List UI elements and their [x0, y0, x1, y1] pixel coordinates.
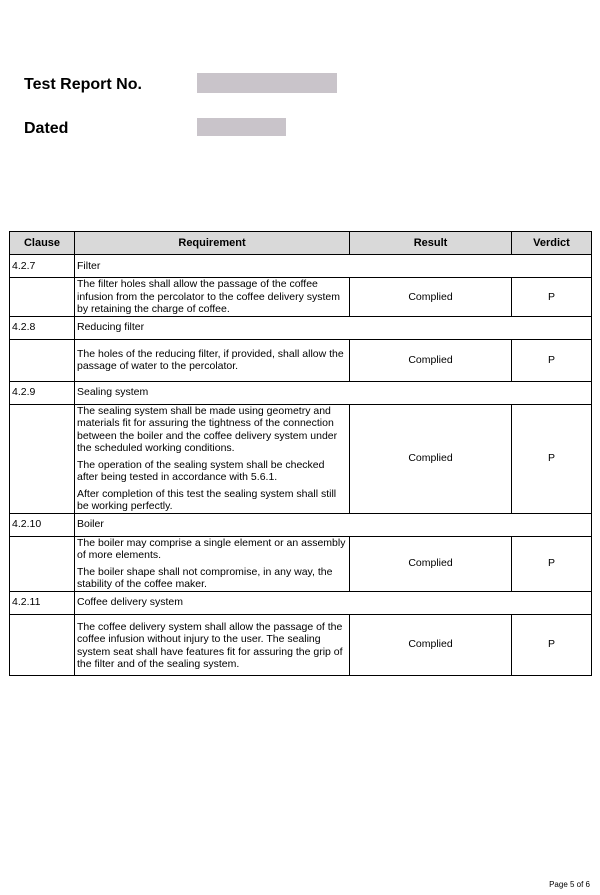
table-row [10, 404, 592, 513]
report-number-label: Test Report No. [24, 76, 142, 93]
verdict-cell: P [512, 278, 592, 317]
table-row [10, 339, 592, 381]
requirement-cell [75, 536, 350, 591]
table-row [10, 536, 592, 591]
column-header-requirement: Requirement [75, 232, 350, 255]
requirement-text: The boiler shape shall not compromise, in any way, the stability of the coffee maker. [77, 565, 333, 590]
clause-cell: 4.2.10 [10, 513, 75, 536]
clause-cell: 4.2.9 [10, 381, 75, 404]
verdict-cell: P [512, 339, 592, 381]
clause-cell-empty [10, 404, 75, 513]
page-number: Page 5 of 6 [549, 880, 590, 889]
column-header-clause: Clause [10, 232, 75, 255]
verdict-cell: P [512, 614, 592, 675]
requirement-text: The sealing system shall be made using geometry and materials fit for assuring the tightness of the connection between the boiler and the coffee delivery system under the scheduled working conditions. [77, 404, 338, 454]
table-row [10, 278, 592, 317]
column-header-verdict: Verdict [512, 232, 592, 255]
requirement-cell [75, 404, 350, 513]
requirement-text: The coffee delivery system shall allow the passage of the coffee infusion without injury to the user. The sealing system seat shall have features fit for assuring the grip of the filter and of the sealing system. [77, 620, 343, 670]
dated-label: Dated [24, 120, 69, 137]
requirement-cell [75, 339, 350, 381]
section-row-4-2-10 [10, 513, 592, 536]
section-title-cell: Sealing system [75, 381, 592, 404]
result-cell: Complied [350, 614, 512, 675]
section-row-4-2-11 [10, 591, 592, 614]
clause-cell: 4.2.11 [10, 591, 75, 614]
requirement-cell [75, 614, 350, 675]
result-cell: Complied [350, 404, 512, 513]
section-row-4-2-9 [10, 381, 592, 404]
clause-cell-empty [10, 614, 75, 675]
section-title-cell: Reducing filter [75, 316, 592, 339]
clause-cell-empty [10, 536, 75, 591]
date-redaction [197, 118, 286, 136]
table-header-row [10, 232, 592, 255]
section-row-4-2-8 [10, 316, 592, 339]
section-row-4-2-7 [10, 255, 592, 278]
clause-cell: 4.2.7 [10, 255, 75, 278]
table-row [10, 614, 592, 675]
verdict-cell: P [512, 404, 592, 513]
requirement-text: The boiler may comprise a single element or an assembly of more elements. [77, 536, 346, 561]
requirement-text: The operation of the sealing system shall be checked after being tested in accordance with 5.6.1. [77, 458, 325, 483]
verdict-cell: P [512, 536, 592, 591]
requirement-text: After completion of this test the sealing system shall still be working perfectly. [77, 487, 337, 512]
requirement-cell [75, 278, 350, 317]
requirement-text: The filter holes shall allow the passage of the coffee infusion from the percolator to the coffee delivery system by retaining the charge of coffee. [77, 278, 341, 315]
result-cell: Complied [350, 536, 512, 591]
section-title-cell: Filter [75, 255, 592, 278]
requirements-table [9, 231, 592, 676]
requirement-text: The holes of the reducing filter, if provided, shall allow the passage of water to the percolator. [77, 347, 344, 372]
clause-cell-empty [10, 339, 75, 381]
section-title-cell: Coffee delivery system [75, 591, 592, 614]
column-header-result: Result [350, 232, 512, 255]
result-cell: Complied [350, 278, 512, 317]
clause-cell-empty [10, 278, 75, 317]
result-cell: Complied [350, 339, 512, 381]
report-number-redaction [197, 73, 337, 93]
clause-cell: 4.2.8 [10, 316, 75, 339]
section-title-cell: Boiler [75, 513, 592, 536]
